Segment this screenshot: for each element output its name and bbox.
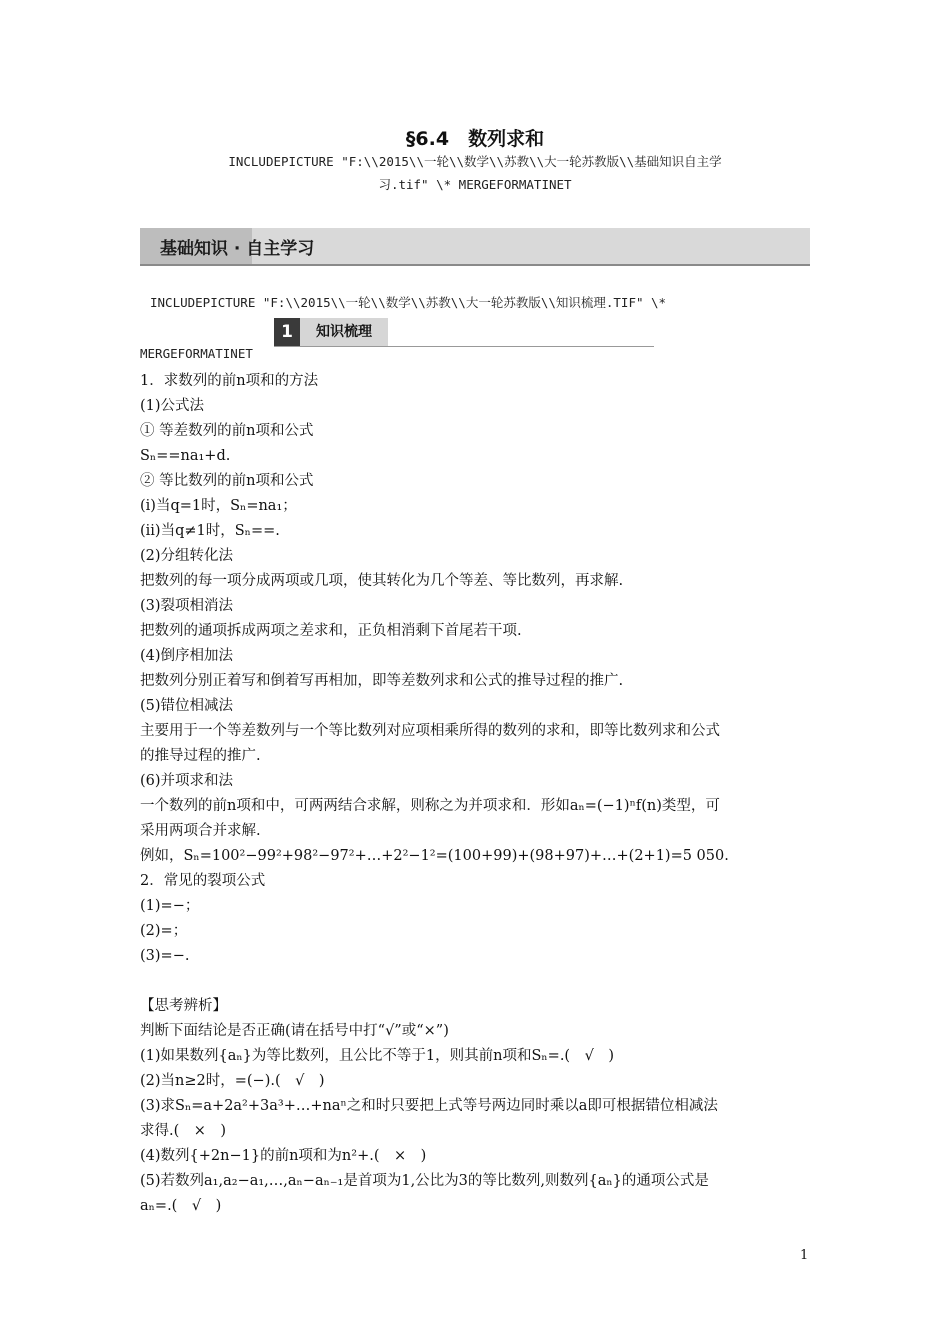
include-field-line-3: INCLUDEPICTURE "F:\\2015\\一轮\\数学\\苏教\\大一轮苏教版\\知识梳理.TIF" \* — [150, 295, 667, 310]
think-heading: 【思考辨析】 — [140, 998, 227, 1014]
think-line: (2)当n≥2时，=(−).( √ ) — [140, 1073, 325, 1089]
include-field-line-2: 习.tif" \* MERGEFORMATINET — [378, 177, 572, 192]
page-title: §6.4 数列求和 — [405, 128, 545, 150]
content-line: 2．常见的裂项公式 — [140, 873, 266, 889]
content-line: (4)倒序相加法 — [140, 648, 234, 664]
content-line: (3)裂项相消法 — [140, 598, 234, 614]
content-line: 采用两项合并求解. — [140, 823, 261, 839]
content-line: 一个数列的前n项和中，可两两结合求解，则称之为并项求和．形如aₙ=(−1)ⁿf(n)类型，可 — [140, 798, 720, 814]
banner-label: 知识梳理 — [300, 318, 388, 346]
think-line: (5)若数列a₁,a₂−a₁,…,aₙ−aₙ₋₁是首项为1,公比为3的等比数列,则数列{aₙ}的通项公式是 — [140, 1173, 709, 1189]
think-line: aₙ=.( √ ) — [140, 1198, 222, 1214]
section-header-bar — [140, 228, 810, 266]
think-line: 判断下面结论是否正确(请在括号中打“√”或“×”) — [140, 1023, 449, 1039]
content-line: (1)公式法 — [140, 398, 205, 414]
page-number: 1 — [800, 1248, 809, 1263]
section-header-label: 基础知识 · 自主学习 — [160, 239, 315, 259]
include-field-line-4: MERGEFORMATINET — [140, 346, 253, 361]
content-line: 把数列的通项拆成两项之差求和，正负相消剩下首尾若干项. — [140, 623, 522, 639]
content-line: 把数列分别正着写和倒着写再相加，即等差数列求和公式的推导过程的推广. — [140, 673, 624, 689]
content-line: (3)=−. — [140, 948, 190, 964]
content-line: (2)分组转化法 — [140, 548, 234, 564]
content-line: (2)=； — [140, 923, 188, 939]
content-line: 的推导过程的推广. — [140, 748, 261, 764]
think-line: (1)如果数列{aₙ}为等比数列，且公比不等于1，则其前n项和Sₙ=.( √ ) — [140, 1048, 614, 1064]
knowledge-banner — [274, 318, 654, 347]
think-line: (4)数列{+2n−1}的前n项和为n²+.( × ) — [140, 1148, 427, 1164]
content-line: Sₙ==na₁+d. — [140, 448, 231, 464]
content-line: 把数列的每一项分成两项或几项，使其转化为几个等差、等比数列，再求解. — [140, 573, 624, 589]
think-line: 求得.( × ) — [140, 1123, 227, 1139]
content-line: ① 等差数列的前n项和公式 — [140, 423, 314, 439]
banner-number: 1 — [274, 318, 300, 346]
content-line: (5)错位相减法 — [140, 698, 234, 714]
content-line: 1．求数列的前n项和的方法 — [140, 373, 319, 389]
content-line: 主要用于一个等差数列与一个等比数列对应项相乘所得的数列的求和，即等比数列求和公式 — [140, 723, 720, 739]
content-line: (ii)当q≠1时，Sₙ==. — [140, 523, 280, 539]
content-line: (1)=−； — [140, 898, 200, 914]
content-line: 例如，Sₙ=100²−99²+98²−97²+…+2²−1²=(100+99)+(98+97)+…+(2+1)=5 050. — [140, 848, 729, 864]
content-line: (i)当q=1时，Sₙ=na₁； — [140, 498, 297, 514]
think-line: (3)求Sₙ=a+2a²+3a³+…+naⁿ之和时只要把上式等号两边同时乘以a即可根据错位相减法 — [140, 1098, 718, 1114]
content-line: ② 等比数列的前n项和公式 — [140, 473, 314, 489]
content-line: (6)并项求和法 — [140, 773, 234, 789]
include-field-line-1: INCLUDEPICTURE "F:\\2015\\一轮\\数学\\苏教\\大一轮苏教版\\基础知识自主学 — [228, 154, 722, 169]
